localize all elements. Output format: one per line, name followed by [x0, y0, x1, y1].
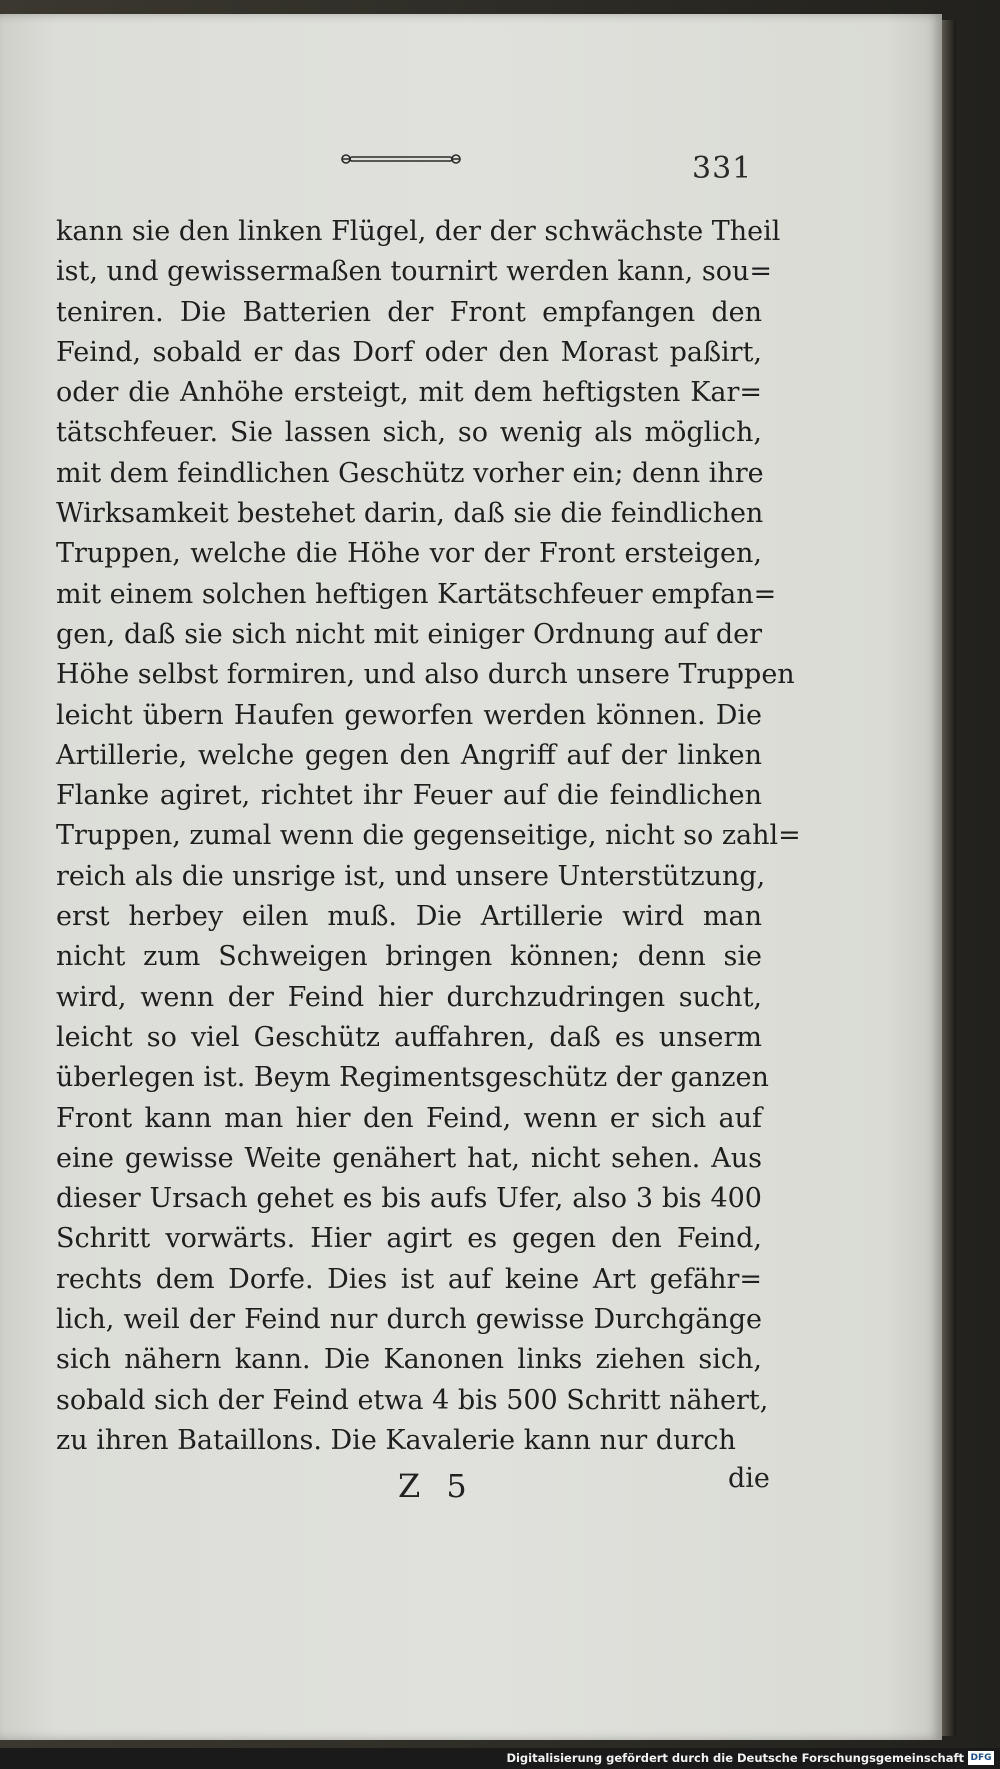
text-line: sich nähern kann. Die Kanonen links ziehen sich, [56, 1344, 762, 1376]
dfg-logo: DFG [968, 1751, 994, 1765]
text-line: mit dem feindlichen Geschütz vorher ein; denn ihre [56, 457, 764, 489]
page-number: 331 [692, 151, 753, 186]
text-line: zu ihren Bataillons. Die Kavalerie kann nur durch [56, 1424, 736, 1456]
text-line: Front kann man hier den Feind, wenn er sich auf [56, 1102, 762, 1134]
text-line: gen, daß sie sich nicht mit einiger Ordnung auf der [56, 618, 762, 650]
ornament-rule [340, 150, 462, 168]
text-line: Feind, sobald er das Dorf oder den Morast paßirt, [56, 336, 762, 368]
text-line: Flanke agiret, richtet ihr Feuer auf die feindlichen [56, 780, 762, 812]
text-line: leicht so viel Geschütz auffahren, daß es unserm [56, 1021, 762, 1053]
text-line: Truppen, zumal wenn die gegenseitige, nicht so zahl= [56, 820, 801, 852]
text-line: erst herbey eilen muß. Die Artillerie wird man [56, 901, 762, 933]
text-line: Artillerie, welche gegen den Angriff auf der linken [56, 739, 762, 771]
text-line: tätschfeuer. Sie lassen sich, so wenig als möglich, [56, 417, 762, 449]
text-line: mit einem solchen heftigen Kartätschfeuer empfan= [56, 578, 777, 610]
text-line: wird, wenn der Feind hier durchzudringen sucht, [56, 981, 762, 1013]
body-text [56, 212, 801, 1461]
text-line: ist, und gewissermaßen tournirt werden kann, sou= [56, 256, 772, 288]
footer-credit: Digitalisierung gefördert durch die Deutsche Forschungsgemeinschaft [506, 1751, 964, 1765]
page-edge-shadow [942, 20, 956, 1736]
text-line: lich, weil der Feind nur durch gewisse Durchgänge [56, 1304, 762, 1336]
text-line: überlegen ist. Beym Regimentsgeschütz der ganzen [56, 1062, 769, 1094]
text-line: teniren. Die Batterien der Front empfangen den [56, 296, 762, 328]
text-line: kann sie den linken Flügel, der der schwächste Theil [56, 216, 781, 247]
signature-mark: Z 5 [398, 1467, 475, 1505]
text-line: Truppen, welche die Höhe vor der Front ersteigen, [56, 538, 762, 570]
text-line: dieser Ursach gehet es bis aufs Ufer, also 3 bis 400 [56, 1183, 762, 1215]
text-line: reich als die unsrige ist, und unsere Unterstützung, [56, 860, 766, 892]
catchword: die [728, 1463, 770, 1494]
text-line: Höhe selbst formiren, und also durch unsere Truppen [56, 659, 795, 691]
text-line: eine gewisse Weite genähert hat, nicht sehen. Aus [56, 1142, 762, 1174]
text-line: Wirksamkeit bestehet darin, daß sie die feindlichen [56, 498, 764, 530]
text-line: oder die Anhöhe ersteigt, mit dem heftigsten Kar= [56, 377, 762, 409]
text-line: leicht übern Haufen geworfen werden können. Die [56, 699, 762, 731]
text-line: rechts dem Dorfe. Dies ist auf keine Art gefähr= [56, 1263, 762, 1295]
text-line: nicht zum Schweigen bringen können; denn sie [56, 941, 762, 973]
text-line: Schritt vorwärts. Hier agirt es gegen den Feind, [56, 1223, 762, 1255]
text-line: sobald sich der Feind etwa 4 bis 500 Schritt nähert, [56, 1384, 769, 1416]
